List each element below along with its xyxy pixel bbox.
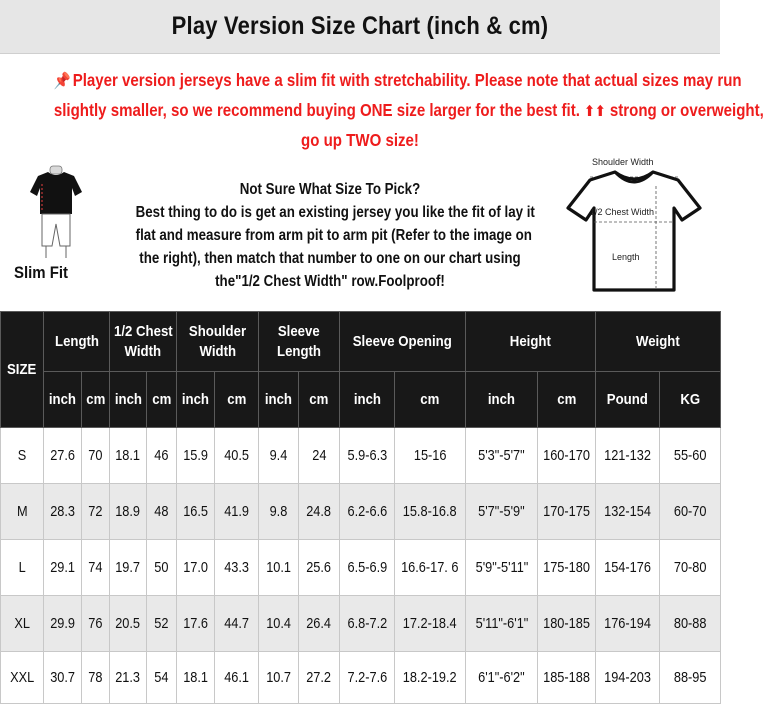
table-cell: 54 [147, 652, 177, 704]
notice-line-1 [53, 66, 742, 96]
table-cell: 60-70 [660, 484, 721, 540]
table-cell: 21.3 [110, 652, 147, 704]
sleeve-length-header: Sleeve Length [259, 312, 340, 372]
table-cell: 9.4 [259, 428, 299, 484]
table-cell: 27.2 [299, 652, 340, 704]
table-cell: 55-60 [660, 428, 721, 484]
table-row [1, 540, 721, 596]
table-cell: 6'1"-6'2" [466, 652, 538, 704]
notice-text-2: slightly smaller, so we recommend buying ONE size larger for the best fit. [53, 100, 580, 120]
table-cell: 194-203 [596, 652, 660, 704]
shoulder-width-header: Shoulder Width [177, 312, 259, 372]
table-header-row [1, 312, 721, 372]
size-cell: M [1, 484, 44, 540]
length-label: Length [612, 252, 640, 262]
table-cell: 27.6 [44, 428, 82, 484]
table-cell: 76 [82, 596, 110, 652]
size-column-header: SIZE [1, 312, 44, 428]
table-cell: 15.8-16.8 [395, 484, 466, 540]
table-cell: 44.7 [215, 596, 259, 652]
unit-header-cell: cm [395, 372, 466, 428]
table-cell: 30.7 [44, 652, 82, 704]
table-cell: 24 [299, 428, 340, 484]
table-cell: 170-175 [538, 484, 596, 540]
unit-header-cell: cm [215, 372, 259, 428]
table-cell: 43.3 [215, 540, 259, 596]
notice-text-1: Player version jerseys have a slim fit with stretchability. Please note that actual sizes may run [72, 70, 742, 90]
up-arrow-icon: ⬆⬆ [584, 103, 606, 120]
table-cell: 26.4 [299, 596, 340, 652]
table-cell: 16.6-17. 6 [395, 540, 466, 596]
table-cell: 10.1 [259, 540, 299, 596]
table-cell: 50 [147, 540, 177, 596]
table-cell: 70 [82, 428, 110, 484]
table-cell: 24.8 [299, 484, 340, 540]
table-cell: 18.1 [110, 428, 147, 484]
unit-header-cell: cm [299, 372, 340, 428]
table-cell: 78 [82, 652, 110, 704]
table-cell: 6.8-7.2 [340, 596, 395, 652]
notice-line-3: go up TWO size! [301, 130, 419, 150]
unit-header-cell: inch [466, 372, 538, 428]
table-cell: 7.2-7.6 [340, 652, 395, 704]
table-cell: 6.5-6.9 [340, 540, 395, 596]
table-cell: 15.9 [177, 428, 215, 484]
table-cell: 15-16 [395, 428, 466, 484]
length-header: Length [44, 312, 110, 372]
size-cell: XL [1, 596, 44, 652]
table-cell: 46.1 [215, 652, 259, 704]
page-title: Play Version Size Chart (inch & cm) [171, 12, 549, 40]
guide-line-4: the right), then match that number to one on our chart using [139, 250, 521, 267]
unit-header-cell: cm [538, 372, 596, 428]
guide-line-5: the"1/2 Chest Width" row.Foolproof! [215, 273, 445, 290]
unit-header-cell: inch [177, 372, 215, 428]
table-cell: 19.7 [110, 540, 147, 596]
table-cell: 5'7"-5'9" [466, 484, 538, 540]
table-cell: 18.9 [110, 484, 147, 540]
unit-header-row [1, 372, 721, 428]
unit-header-cell: inch [259, 372, 299, 428]
table-cell: 20.5 [110, 596, 147, 652]
table-cell: 28.3 [44, 484, 82, 540]
tshirt-measurement-diagram-icon [560, 150, 710, 300]
unit-header-cell: inch [110, 372, 147, 428]
size-chart-table [0, 311, 721, 704]
table-cell: 40.5 [215, 428, 259, 484]
size-cell: XXL [1, 652, 44, 704]
table-cell: 74 [82, 540, 110, 596]
table-cell: 48 [147, 484, 177, 540]
table-cell: 175-180 [538, 540, 596, 596]
table-row [1, 652, 721, 704]
table-cell: 10.7 [259, 652, 299, 704]
unit-header-cell: cm [82, 372, 110, 428]
table-cell: 25.6 [299, 540, 340, 596]
table-cell: 17.6 [177, 596, 215, 652]
table-cell: 17.2-18.4 [395, 596, 466, 652]
table-row [1, 484, 721, 540]
table-cell: 10.4 [259, 596, 299, 652]
table-cell: 180-185 [538, 596, 596, 652]
table-row [1, 596, 721, 652]
table-cell: 6.2-6.6 [340, 484, 395, 540]
table-cell: 5'3"-5'7" [466, 428, 538, 484]
half-chest-width-label: 1/2 Chest Width [590, 207, 655, 217]
table-cell: 29.1 [44, 540, 82, 596]
table-cell: 17.0 [177, 540, 215, 596]
table-cell: 16.5 [177, 484, 215, 540]
shoulder-width-label: Shoulder Width [592, 157, 654, 167]
table-cell: 18.2-19.2 [395, 652, 466, 704]
table-row [1, 428, 721, 484]
table-cell: 41.9 [215, 484, 259, 540]
size-cell: L [1, 540, 44, 596]
pushpin-icon: 📌 [53, 73, 71, 90]
unit-header-cell: inch [44, 372, 82, 428]
table-cell: 132-154 [596, 484, 660, 540]
unit-header-cell: Pound [596, 372, 660, 428]
table-cell: 80-88 [660, 596, 721, 652]
notice-text-2-end: strong or overweight, [609, 100, 764, 120]
unit-header-cell: cm [147, 372, 177, 428]
title-bar [0, 0, 720, 54]
chest-width-header: 1/2 Chest Width [110, 312, 177, 372]
slim-fit-label: Slim Fit [14, 263, 69, 282]
slim-fit-figure-icon [20, 162, 92, 262]
fit-notice [4, 66, 764, 155]
unit-header-cell: inch [340, 372, 395, 428]
guide-line-3: flat and measure from arm pit to arm pit (Refer to the image on [135, 227, 532, 244]
table-cell: 176-194 [596, 596, 660, 652]
table-cell: 18.1 [177, 652, 215, 704]
table-cell: 121-132 [596, 428, 660, 484]
table-cell: 9.8 [259, 484, 299, 540]
sleeve-opening-header: Sleeve Opening [340, 312, 466, 372]
table-body [1, 428, 721, 704]
notice-line-2 [53, 96, 764, 126]
unit-header-cell: KG [660, 372, 721, 428]
size-cell: S [1, 428, 44, 484]
table-cell: 88-95 [660, 652, 721, 704]
sizing-guide [104, 178, 556, 293]
table-cell: 5.9-6.3 [340, 428, 395, 484]
height-header: Height [466, 312, 596, 372]
weight-header: Weight [596, 312, 721, 372]
table-cell: 70-80 [660, 540, 721, 596]
guide-heading: Not Sure What Size To Pick? [239, 181, 421, 198]
table-cell: 72 [82, 484, 110, 540]
table-cell: 154-176 [596, 540, 660, 596]
table-cell: 185-188 [538, 652, 596, 704]
table-cell: 5'11"-6'1" [466, 596, 538, 652]
guide-line-2: Best thing to do is get an existing jersey you like the fit of lay it [135, 204, 535, 221]
table-cell: 29.9 [44, 596, 82, 652]
table-cell: 46 [147, 428, 177, 484]
table-cell: 5'9"-5'11" [466, 540, 538, 596]
table-cell: 52 [147, 596, 177, 652]
table-cell: 160-170 [538, 428, 596, 484]
